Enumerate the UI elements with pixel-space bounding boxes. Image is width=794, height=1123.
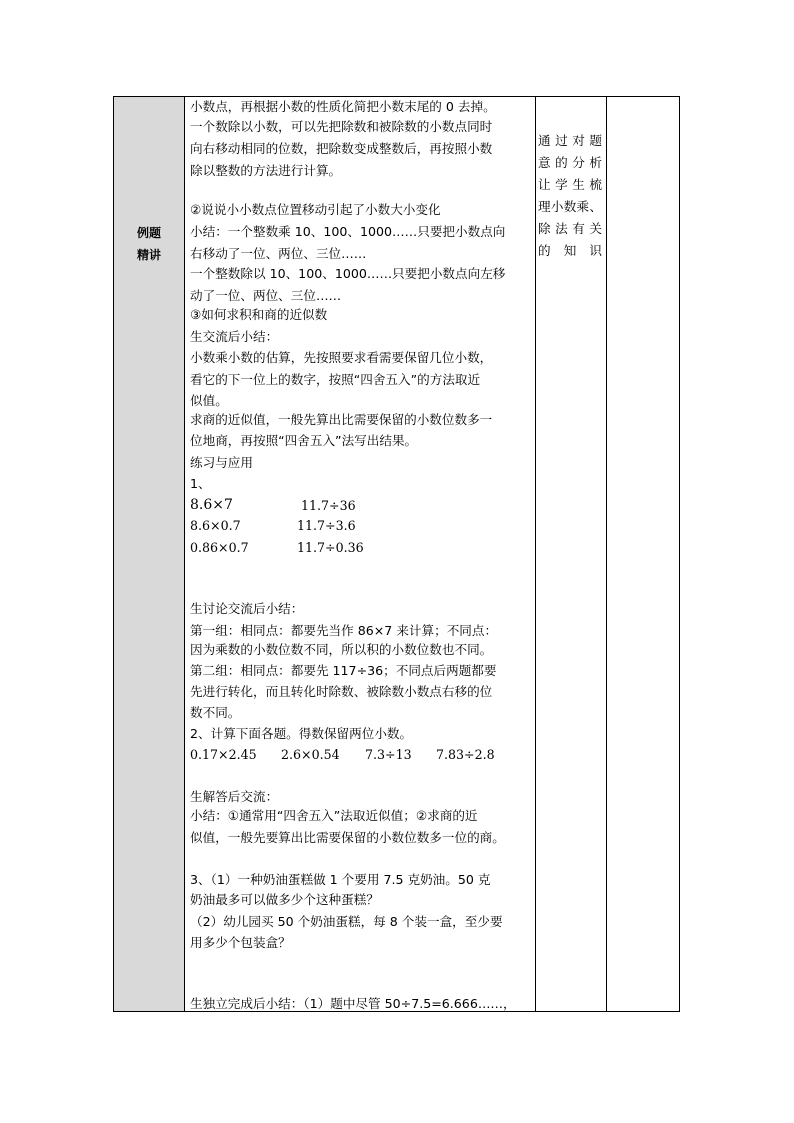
- text-line: 向右移动相同的位数，把除数变成整数后，再按照小数: [190, 141, 493, 156]
- lesson-table: [113, 96, 680, 1012]
- text-line: 2、计算下面各题。得数保留两位小数。: [190, 726, 413, 741]
- design-intent-cell: [536, 97, 607, 1011]
- text-line: 小结：①通常用“四舍五入”法取近似值；②求商的近: [190, 808, 478, 823]
- text-line: 1、: [190, 476, 211, 491]
- exercise-item: 0.86×0.7: [190, 540, 249, 555]
- design-intent-line: 让学生梳: [538, 177, 602, 192]
- exercise-item: 11.7÷0.36: [297, 540, 364, 555]
- text-line: 先进行转化，而且转化时除数、被除数小数点右移的位: [190, 684, 493, 699]
- text-line: 动了一位、两位、三位……: [190, 288, 342, 303]
- design-intent-line: 意的分析: [538, 155, 602, 170]
- text-line: 小结：一个整数乘 10、100、1000……只要把小数点向: [190, 224, 506, 239]
- text-line: 似值。: [190, 393, 228, 408]
- exercise-item: 8.6×7: [190, 497, 233, 513]
- text-line: 第二组：相同点：都要先 117÷36；不同点后两题都要: [190, 663, 497, 678]
- text-line: （2）幼儿园买 50 个奶油蛋糕，每 8 个装一盒，至少要: [190, 914, 503, 929]
- text-line: ③如何求积和商的近似数: [190, 307, 328, 322]
- text-line: 一个数除以小数，可以先把除数和被除数的小数点同时: [190, 119, 493, 134]
- text-line: 数不同。: [190, 705, 241, 720]
- design-intent: [538, 130, 602, 262]
- exercise-item: 11.7÷3.6: [297, 518, 356, 533]
- section-label-line: 例题: [136, 226, 161, 240]
- text-line: ②说说小小数点位置移动引起了小数大小变化: [190, 202, 441, 217]
- text-line: 生交流后小结：: [190, 329, 279, 344]
- section-label: [114, 222, 184, 266]
- design-intent-line: 除法有关: [538, 221, 602, 236]
- exercise-item: 0.17×2.45: [190, 747, 257, 762]
- text-line: 小数点，再根据小数的性质化简把小数末尾的 0 去掉。: [190, 99, 496, 114]
- text-line: 似值，一般先要算出比需要保留的小数位数多一位的商。: [190, 830, 505, 845]
- teaching-content-cell: [185, 97, 536, 1011]
- text-line: 奶油最多可以做多少个这种蛋糕？: [190, 892, 379, 907]
- design-intent-line: 的知识: [538, 243, 602, 258]
- design-intent-line: 理小数乘、: [538, 199, 602, 214]
- text-line: 生解答后交流：: [190, 789, 279, 804]
- text-line: 练习与应用: [190, 455, 253, 470]
- text-line: 除以整数的方法进行计算。: [190, 163, 342, 178]
- text-line: 第一组：相同点：都要先当作 86×7 来计算；不同点：: [190, 623, 498, 638]
- text-line: 用多少个包装盒？: [190, 935, 291, 950]
- text-line: 生独立完成后小结：（1）题中尽管 50÷7.5=6.666……，: [190, 996, 516, 1011]
- text-line: 求商的近似值，一般先算出比需要保留的小数位数多一: [190, 412, 493, 427]
- exercise-item: 2.6×0.54: [281, 747, 340, 762]
- text-line: 看它的下一位上的数字，按照“四舍五入”的方法取近: [190, 372, 481, 387]
- text-line: 位地商，再按照“四舍五入”法写出结果。: [190, 433, 418, 448]
- exercise-item: 7.3÷13: [365, 747, 412, 762]
- section-label-cell: [114, 97, 185, 1011]
- section-label-line: 精讲: [136, 248, 161, 262]
- design-intent-line: 通过对题: [538, 133, 602, 148]
- exercise-item: 8.6×0.7: [190, 518, 241, 533]
- text-line: 因为乘数的小数位数不同，所以积的小数位数也不同。: [190, 642, 493, 657]
- exercise-item: 7.83÷2.8: [436, 747, 495, 762]
- text-line: 右移动了一位、两位、三位……: [190, 246, 367, 261]
- notes-cell: [607, 97, 679, 1011]
- text-line: 生讨论交流后小结：: [190, 601, 304, 616]
- text-line: 3、（1）一种奶油蛋糕做 1 个要用 7.5 克奶油。50 克: [190, 872, 491, 887]
- text-line: 一个整数除以 10、100、1000……只要把小数点向左移: [190, 266, 506, 281]
- exercise-item: 11.7÷36: [301, 498, 356, 513]
- text-line: 小数乘小数的估算，先按照要求看需要保留几位小数，: [190, 350, 493, 365]
